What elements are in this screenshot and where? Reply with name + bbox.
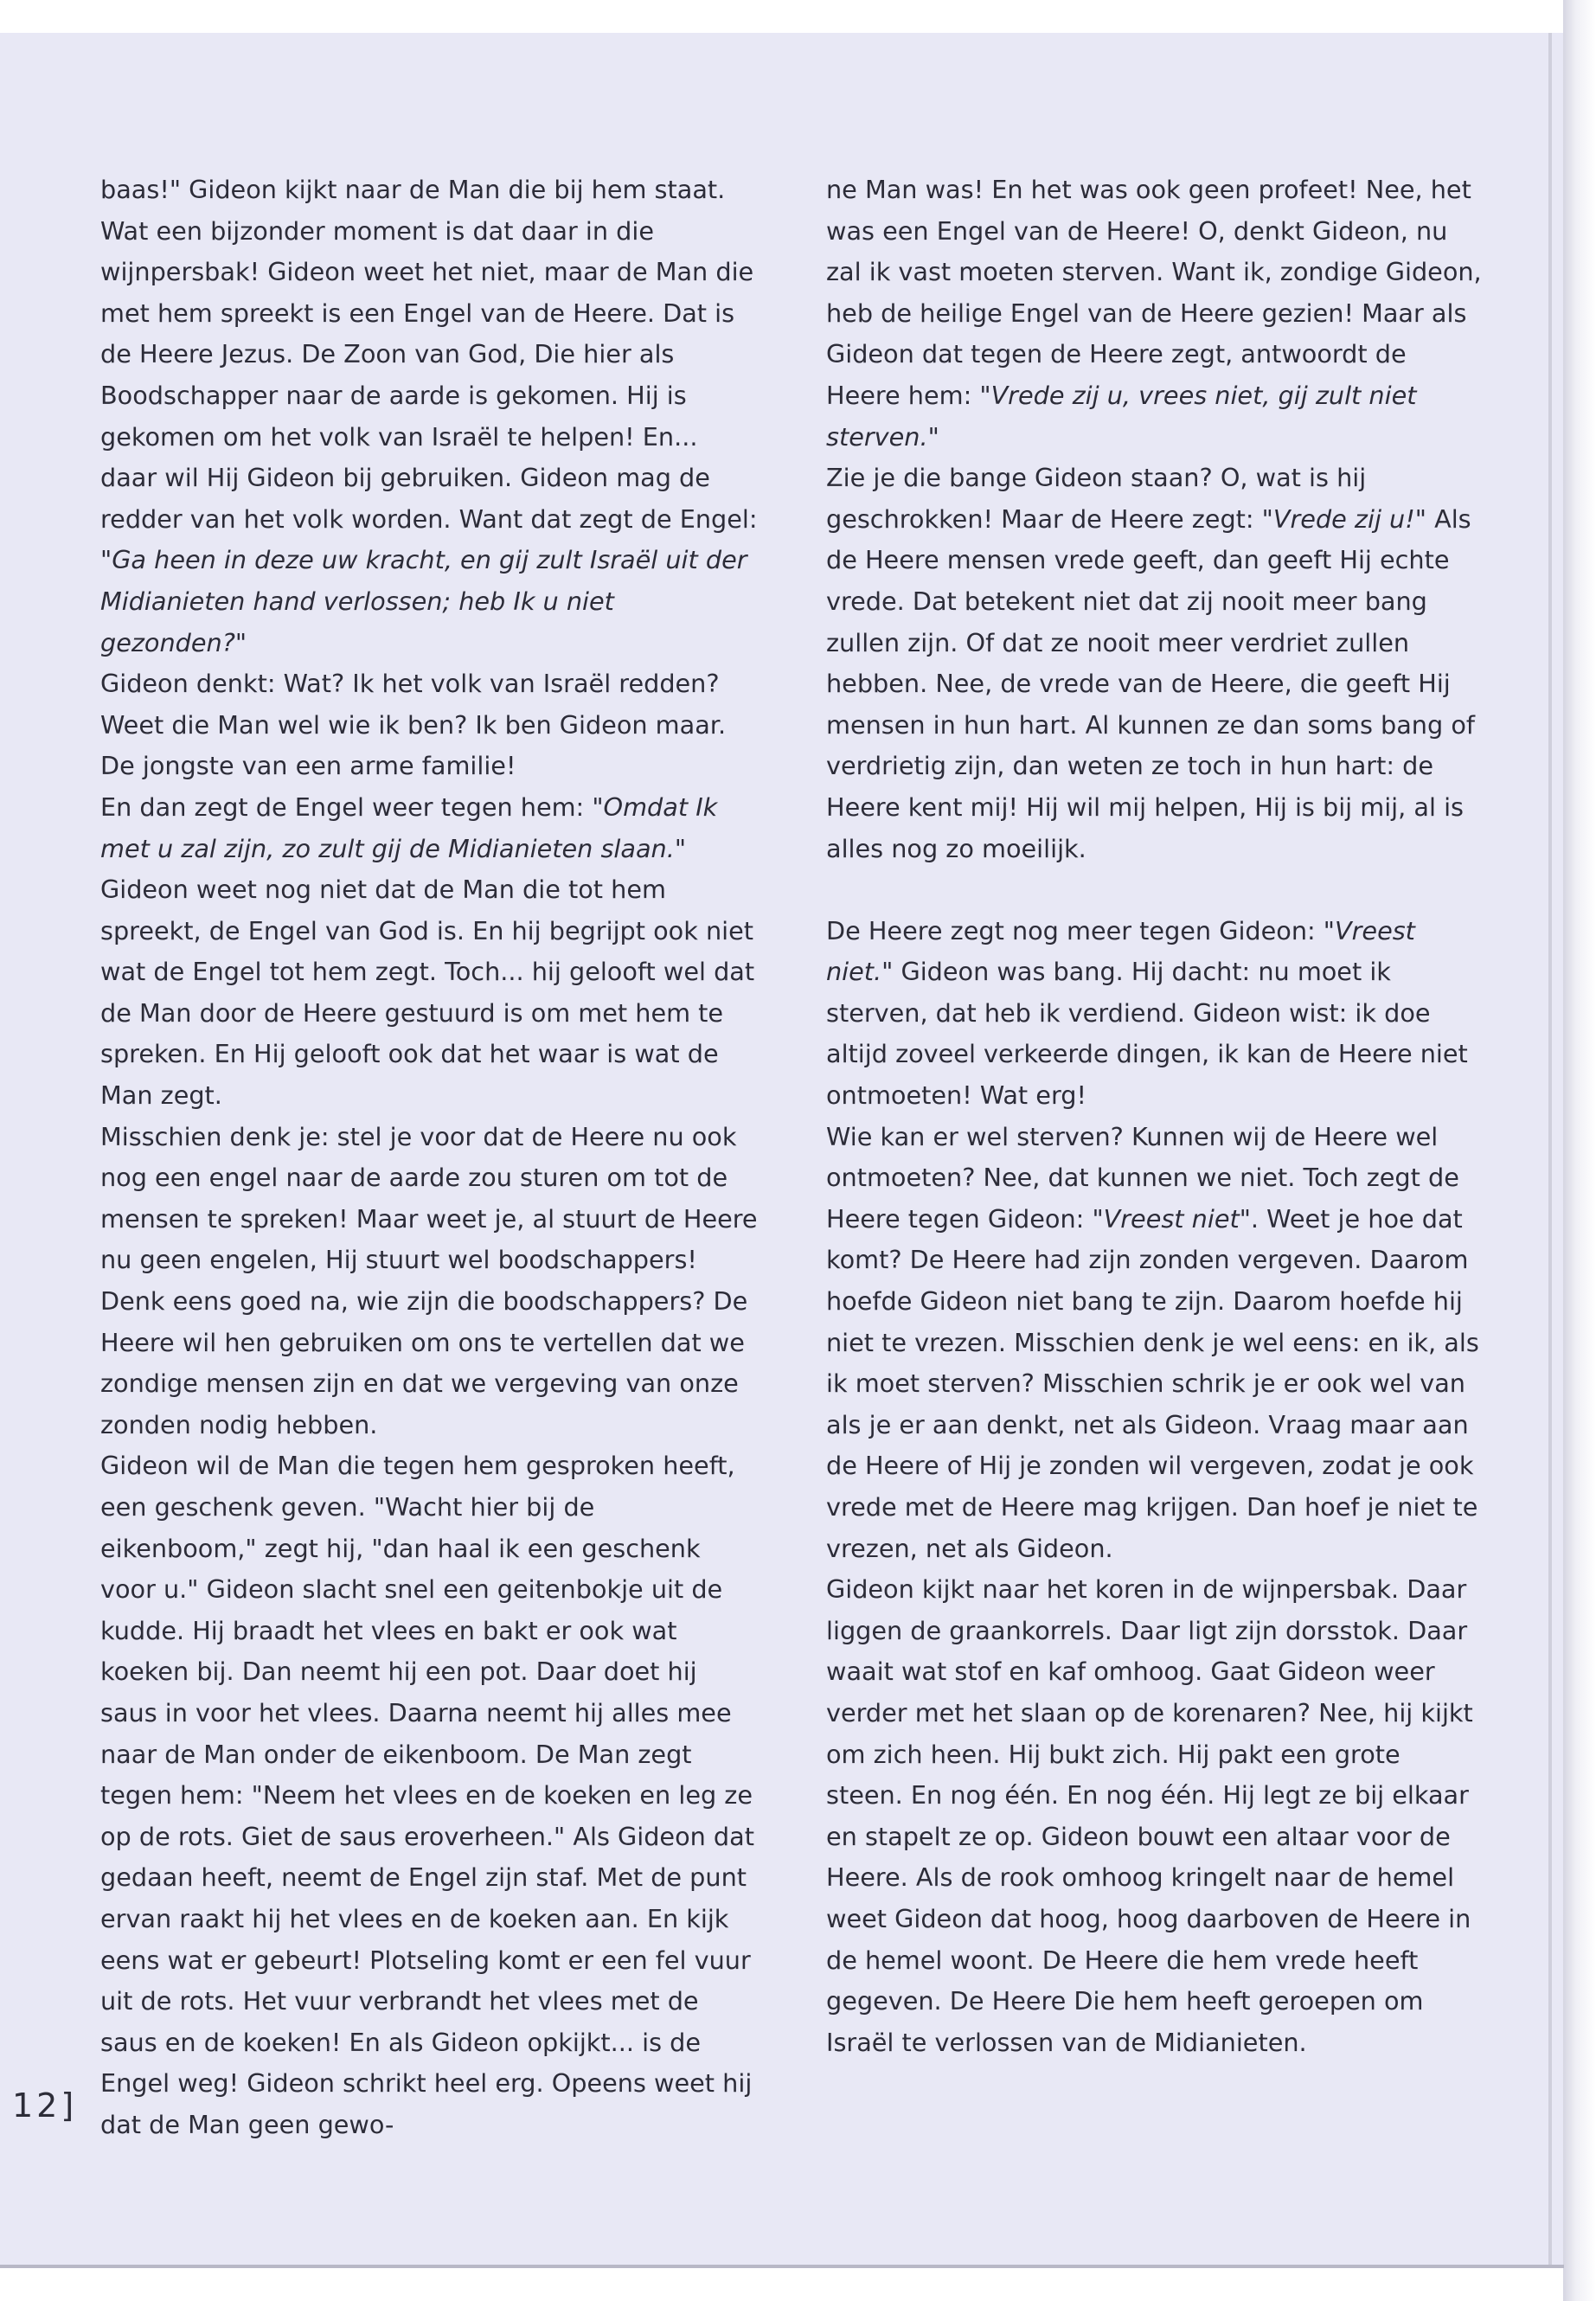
paragraph [826, 1117, 1484, 1570]
scripture-quote: Omdat Ik met u zal zijn, zo zult gij de Midianieten slaan. [100, 792, 718, 863]
body-text: Wie kan er wel sterven? Kunnen wij de Heere wel ontmoeten? Nee, dat kunnen we niet. Toch zegt de Heere tegen Gideon: " [826, 1121, 1459, 1234]
paragraph [826, 458, 1484, 869]
body-text: De Heere zegt nog meer tegen Gideon: " [826, 915, 1335, 945]
page-bottom-edge [0, 2265, 1564, 2268]
right-text-column [826, 170, 1484, 2063]
paragraph [100, 663, 758, 787]
body-text: Gideon kijkt naar het koren in de wijnpersbak. Daar liggen de graankorrels. Daar ligt zijn dorsstok. Daar waait wat stof en kaf omhoog. Gaat Gideon weer verder met het slaan op de korenaren? Nee, hij kijkt om zich heen. Hij bukt zich. Hij pakt een grote steen. En nog één. En nog één. Hij legt ze bij elkaar en stapelt ze op. Gideon bouwt een altaar voor de Heere. Als de rook omhoog kringelt naar de hemel weet Gideon dat hoog, hoog daarboven de Heere in de hemel woont. De Heere die hem vrede heeft gegeven. De Heere Die hem heeft geroepen om Israël te verlossen van de Midianieten. [826, 1574, 1473, 2057]
body-text: Gideon wil de Man die tegen hem gesproken heeft, een geschenk geven. "Wacht hier bij de eikenboom," zegt hij, "dan haal ik een geschenk voor u." Gideon slacht snel een geitenbokje uit de kudde. Hij braadt het vlees en bakt er ook wat koeken bij. Dan neemt hij een pot. Daar doet hij saus in voor het vlees. Daarna neemt hij alles mee naar de Man onder de eikenboom. De Man zegt tegen hem: "Neem het vlees en de koeken en leg ze op de rots. Giet de saus eroverheen." Als Gideon dat gedaan heeft, neemt de Engel zijn staf. Met de punt ervan raakt hij het vlees en de koeken aan. En kijk eens wat er gebeurt! Plotseling komt er een fel vuur uit de rots. Het vuur verbrandt het vlees met de saus en de koeken! En als Gideon opkijkt... is de Engel weg! Gideon schrikt heel erg. Opeens weet hij dat de Man geen gewo- [100, 1451, 754, 2139]
body-text: " [927, 421, 939, 452]
body-text: " Als de Heere mensen vrede geeft, dan geeft Hij echte vrede. Dat betekent niet dat zij nooit meer bang zullen zijn. Of dat ze nooit meer verdriet zullen hebben. Nee, de vrede van de Heere, die geeft Hij mensen in hun hart. Al kunnen ze dan soms bang of verdrietig zijn, dan weten ze toch in hun hart: de Heere kent mij! Hij wil mij helpen, Hij is bij mij, al is alles nog zo moeilijk. [826, 503, 1475, 863]
body-text: En dan zegt de Engel weer tegen hem: " [100, 792, 604, 822]
body-text: " [234, 627, 247, 657]
body-text: Gideon denkt: Wat? Ik het volk van Israël redden? Weet die Man wel wie ik ben? Ik ben Gideon maar. De jongste van een arme familie! [100, 669, 727, 781]
page-number: 12] [12, 2086, 78, 2125]
body-text: Zie je die bange Gideon staan? O, wat is hij geschrokken! Maar de Heere zegt: " [826, 463, 1367, 534]
body-text: " [674, 833, 687, 863]
scripture-quote: Vrede zij u! [1272, 503, 1415, 534]
paragraph [100, 869, 758, 1117]
paragraph [100, 787, 758, 869]
scripture-quote: Ga heen in deze uw kracht, en gij zult Israël uit der Midianieten hand verlossen; heb Ik u niet gezonden? [100, 545, 747, 657]
paragraph [100, 1445, 758, 2145]
scripture-quote: Vreest niet. [826, 915, 1415, 987]
body-text: ne Man was! En het was ook geen profeet! Nee, het was een Engel van de Heere! O, denkt Gideon, nu zal ik vast moeten sterven. Want ik, zondige Gideon, heb de heilige Engel van de Heere gezien! Maar als Gideon dat tegen de Heere zegt, antwoordt de Heere hem: " [826, 175, 1482, 410]
book-spine [1563, 0, 1596, 2301]
left-text-column [100, 170, 758, 2146]
body-text: Gideon weet nog niet dat de Man die tot hem spreekt, de Engel van God is. En hij begrijpt ook niet wat de Engel tot hem zegt. Toch... hij gelooft wel dat de Man door de Heere gestuurd is om met hem te spreken. En Hij gelooft ook dat het waar is wat de Man zegt. [100, 875, 755, 1111]
scripture-quote: Vreest niet [1103, 1203, 1240, 1234]
body-text: Misschien denk je: stel je voor dat de Heere nu ook nog een engel naar de aarde zou sturen om tot de mensen te spreken! Maar weet je, al stuurt de Heere nu geen engelen, Hij stuurt wel boodschappers! Denk eens goed na, wie zijn die boodschappers? De Heere wil hen gebruiken om ons te vertellen dat we zondige mensen zijn en dat we vergeving van onze zonden nodig hebben. [100, 1121, 758, 1439]
paragraph [100, 170, 758, 663]
paragraph [826, 170, 1484, 458]
scripture-quote: Vrede zij u, vrees niet, gij zult niet sterven. [826, 380, 1417, 452]
body-text: " Gideon was bang. Hij dacht: nu moet ik sterven, dat heb ik verdiend. Gideon wist: ik doe altijd zoveel verkeerde dingen, ik kan de Heere niet ontmoeten! Wat erg! [826, 957, 1468, 1111]
page-spine-edge [1548, 33, 1552, 2265]
paragraph [826, 1569, 1484, 2063]
paragraph-gap [826, 869, 1484, 911]
paragraph [100, 1117, 758, 1446]
body-text: baas!" Gideon kijkt naar de Man die bij hem staat. Wat een bijzonder moment is dat daar in die wijnpersbak! Gideon weet het niet, maar de Man die met hem spreekt is een Engel van de Heere. Dat is de Heere Jezus. De Zoon van God, Die hier als Boodschapper naar de aarde is gekomen. Hij is gekomen om het volk van Israël te helpen! En... daar wil Hij Gideon bij gebruiken. Gideon mag de redder van het volk worden. Want dat zegt de Engel: " [100, 175, 758, 575]
paragraph [826, 911, 1484, 1117]
body-text: ". Weet je hoe dat komt? De Heere had zijn zonden vergeven. Daarom hoefde Gideon niet bang te zijn. Daarom hoefde hij niet te vrezen. Misschien denk je wel eens: en ik, als ik moet sterven? Misschien schrik je er ook wel van als je er aan denkt, net als Gideon. Vraag maar aan de Heere of Hij je zonden wil vergeven, zodat je ook vrede met de Heere mag krijgen. Dan hoef je niet te vrezen, net als Gideon. [826, 1203, 1479, 1563]
